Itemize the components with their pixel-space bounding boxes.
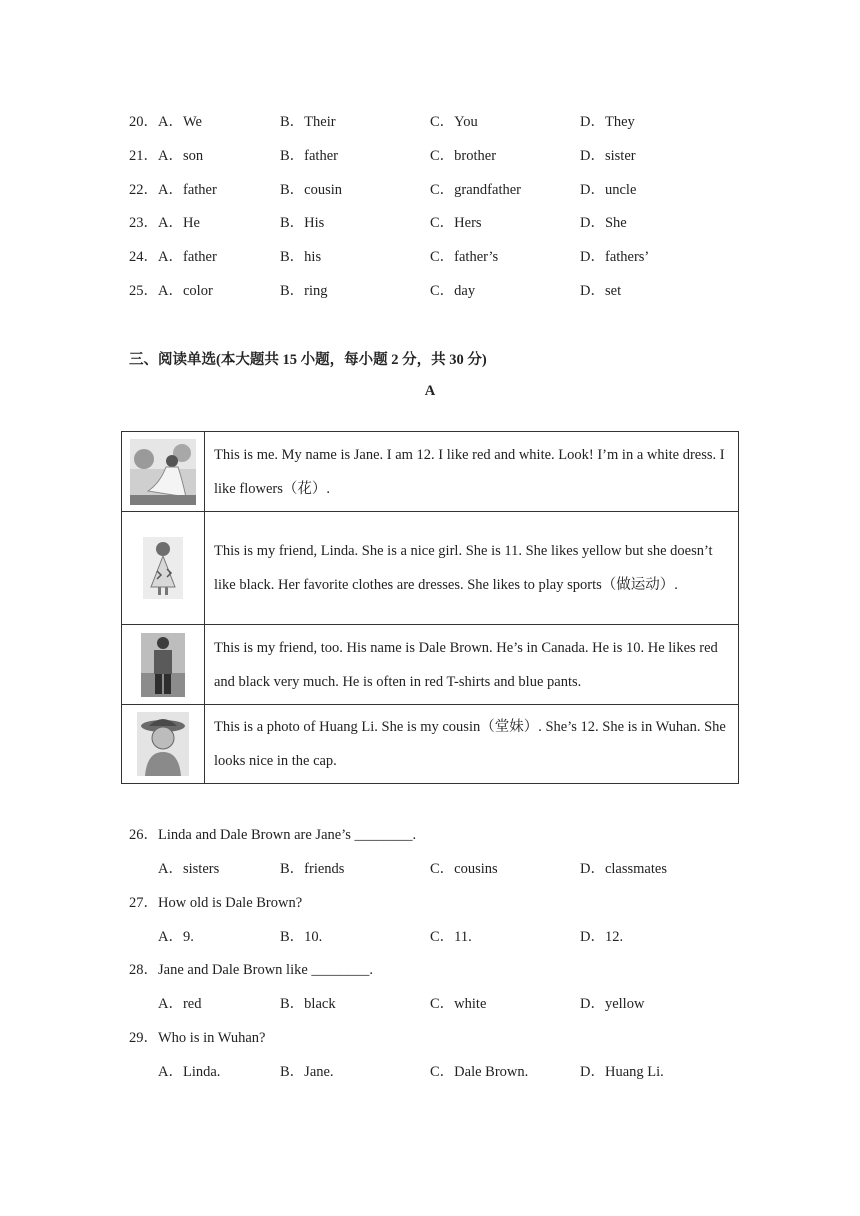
girl-in-white-dress-photo [130, 439, 196, 505]
girl-in-dress-photo [143, 537, 183, 599]
option-a: 23．A．He [129, 215, 200, 231]
answer-b: B．black [280, 996, 336, 1012]
answer-b: B．10. [280, 929, 323, 945]
answer-d: D．yellow [580, 996, 645, 1012]
reading-text: This is my friend, Linda. She is a nice girl. She is 11. She likes yellow but she doesn’t like black. Her favorite clothes are dresses. She likes to play sports（做运动）. [205, 512, 739, 625]
table-row [122, 512, 739, 625]
option-d: D．She [580, 215, 627, 231]
answer-d: D．classmates [580, 861, 667, 877]
option-c: C．father’s [430, 249, 499, 265]
option-c: C．grandfather [430, 182, 521, 198]
option-b: B．cousin [280, 182, 343, 198]
answer-a: A．9. [158, 929, 194, 945]
table-row [122, 432, 739, 512]
answer-c: C．Dale Brown. [430, 1064, 529, 1080]
option-a: 20．A．We [129, 114, 202, 130]
question-stem: 26．Linda and Dale Brown are Jane’s ________. [129, 827, 417, 843]
reading-text: This is a photo of Huang Li. She is my cousin（堂妹）. She’s 12. She is in Wuhan. She looks nice in the cap. [205, 705, 739, 784]
option-b: B．ring [280, 283, 328, 299]
option-d: D．uncle [580, 182, 637, 198]
option-b: B．Their [280, 114, 336, 130]
table-row [122, 705, 739, 784]
answer-d: D．12. [580, 929, 624, 945]
photo-cell [122, 625, 205, 705]
reading-text: This is my friend, too. His name is Dale Brown. He’s in Canada. He is 10. He likes red and black very much. He is often in red T-shirts and blue pants. [205, 625, 739, 705]
option-a: 21．A．son [129, 148, 204, 164]
reading-table [121, 431, 739, 784]
answer-b: B．friends [280, 861, 345, 877]
option-d: D．sister [580, 148, 636, 164]
option-a: 22．A．father [129, 182, 217, 198]
option-c: C．You [430, 114, 478, 130]
option-b: B．his [280, 249, 322, 265]
photo-cell [122, 512, 205, 625]
option-c: C．Hers [430, 215, 482, 231]
boy-standing-photo [141, 633, 185, 697]
answer-a: A．Linda. [158, 1064, 221, 1080]
question-stem: 28．Jane and Dale Brown like ________. [129, 962, 374, 978]
passage-label: A [424, 383, 436, 399]
option-d: D．fathers’ [580, 249, 650, 265]
answer-c: C．white [430, 996, 487, 1012]
answer-b: B．Jane. [280, 1064, 334, 1080]
option-b: B．father [280, 148, 338, 164]
option-b: B．His [280, 215, 325, 231]
option-a: 24．A．father [129, 249, 217, 265]
answer-d: D．Huang Li. [580, 1064, 664, 1080]
option-a: 25．A．color [129, 283, 213, 299]
answer-c: C．cousins [430, 861, 498, 877]
section-title: 三、阅读单选(本大题共 15 小题，每小题 2 分，共 30 分) [129, 352, 487, 368]
question-stem: 27．How old is Dale Brown? [129, 895, 303, 911]
photo-cell [122, 705, 205, 784]
girl-in-cap-photo [137, 712, 189, 776]
option-c: C．brother [430, 148, 497, 164]
option-d: D．They [580, 114, 635, 130]
reading-text: This is me. My name is Jane. I am 12. I like red and white. Look! I’m in a white dress. I like flowers（花）. [205, 432, 739, 512]
option-d: D．set [580, 283, 622, 299]
answer-c: C．11. [430, 929, 472, 945]
option-c: C．day [430, 283, 476, 299]
photo-cell [122, 432, 205, 512]
question-stem: 29．Who is in Wuhan? [129, 1030, 266, 1046]
table-row [122, 625, 739, 705]
answer-a: A．red [158, 996, 202, 1012]
answer-a: A．sisters [158, 861, 220, 877]
